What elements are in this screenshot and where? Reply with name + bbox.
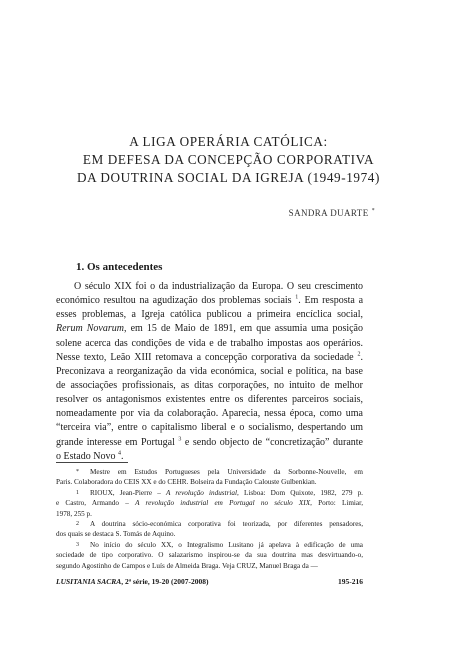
body-line: Nesse texto, Leão XIII retomava a concepção corporativa da sociedade $^2$. — [56, 351, 363, 363]
body-line: grande interesse em Portugal $^3$ e sendo objecto de “concretização” durante — [56, 436, 363, 448]
journal-citation — [56, 577, 208, 586]
title-line-2: EM DEFESA DA CONCEPÇÃO CORPORATIVA — [82, 152, 375, 167]
body-line: Rerum Novarum, em 15 de Maio de 1891, em que assumia uma posição — [56, 323, 363, 335]
body-line: económico resultou na agudização dos problemas sociais $^1$. Em resposta a — [56, 294, 363, 307]
footnote-2: 2 A doutrina sócio-económica corporativa foi teorizada, por diferentes pensadores, — [76, 519, 363, 528]
footnote-line: sociedade de tipo corporativo. O salazarismo inspirou-se da sua doutrina mas desvirtuando-o, — [56, 551, 363, 560]
author-note-marker: * — [371, 208, 375, 214]
body-line: resolver os antagonismos existentes entre os diferentes parceiros sociais, — [56, 394, 363, 406]
footnote-star: * Mestre em Estudos Portugueses pela Universidade da Sorbonne-Nouvelle, em — [76, 468, 363, 476]
footnote-line: segundo Agostinho de Campos e Luís de Almeida Braga. Veja CRUZ, Manuel Braga da — — [56, 561, 318, 570]
footnote-ref: 3 — [178, 436, 182, 443]
footnote-1: 1 RIOUX, Jean-Pierre – A revolução industrial, Lisboa: Dom Quixote, 1982, 279 p. — [76, 488, 363, 497]
footnote-3: 3 No início do século XX, o Integralismo Lusitano já apelava à edificação de uma — [76, 540, 363, 549]
body-paragraph — [56, 280, 363, 464]
title-line-3: DA DOUTRINA SOCIAL DA IGREJA (1949-1974) — [76, 170, 380, 185]
body-line: nomeadamente por via da colaboração. Aparecia, nessa época, como uma — [56, 408, 363, 420]
footnote-line: Paris. Colaboradora do CEIS XX e do CEHR. Bolseira da Fundação Calouste Gulbenkian. — [56, 478, 317, 487]
author-byline — [289, 208, 375, 218]
article-title — [40, 133, 417, 187]
body-line: Preconizava a reorganização da vida económica, social e política, na base — [56, 365, 363, 377]
footnote-line: dos quais se destaca S. Tomás de Aquino. — [56, 530, 176, 539]
author-name: SANDRA DUARTE — [288, 208, 369, 218]
footnote-ref: 1 — [295, 294, 299, 301]
body-line: O século XIX foi o da industrialização da Europa. O seu crescimento — [74, 281, 363, 292]
body-line: “terceira via”, entre o capitalismo liberal e o socialismo, despertando um — [56, 422, 363, 434]
body-line: de associações profissionais, as ditas corporações, no intuito de melhor — [56, 379, 363, 391]
body-line: o Estado Novo $^4$. — [56, 450, 124, 462]
journal-name: LUSITANIA SACRA — [56, 577, 122, 586]
footnote-line: e Castro, Armando – A revolução industrial em Portugal no século XIX, Porto: Limiar, — [56, 499, 363, 508]
footnote-ref: 4 — [117, 450, 121, 457]
encyclical-title: Rerum Novarum — [56, 323, 124, 335]
footnote-line: 1978, 255 p. — [56, 509, 92, 518]
body-line: esses problemas, a Igreja católica publicou a primeira encíclica social, — [56, 309, 363, 321]
page-range: 195-216 — [338, 577, 363, 586]
body-line: solene acerca das condições de vida e de trabalho impostas aos operários. — [56, 337, 363, 349]
title-line-1: A LIGA OPERÁRIA CATÓLICA: — [129, 134, 328, 149]
footnote-divider — [56, 462, 128, 463]
footnote-ref: 2 — [357, 351, 361, 358]
footnotes — [56, 467, 363, 571]
journal-series: , 2ª série, 19-20 (2007-2008) — [121, 577, 209, 586]
section-heading: 1. Os antecedentes — [76, 261, 163, 273]
